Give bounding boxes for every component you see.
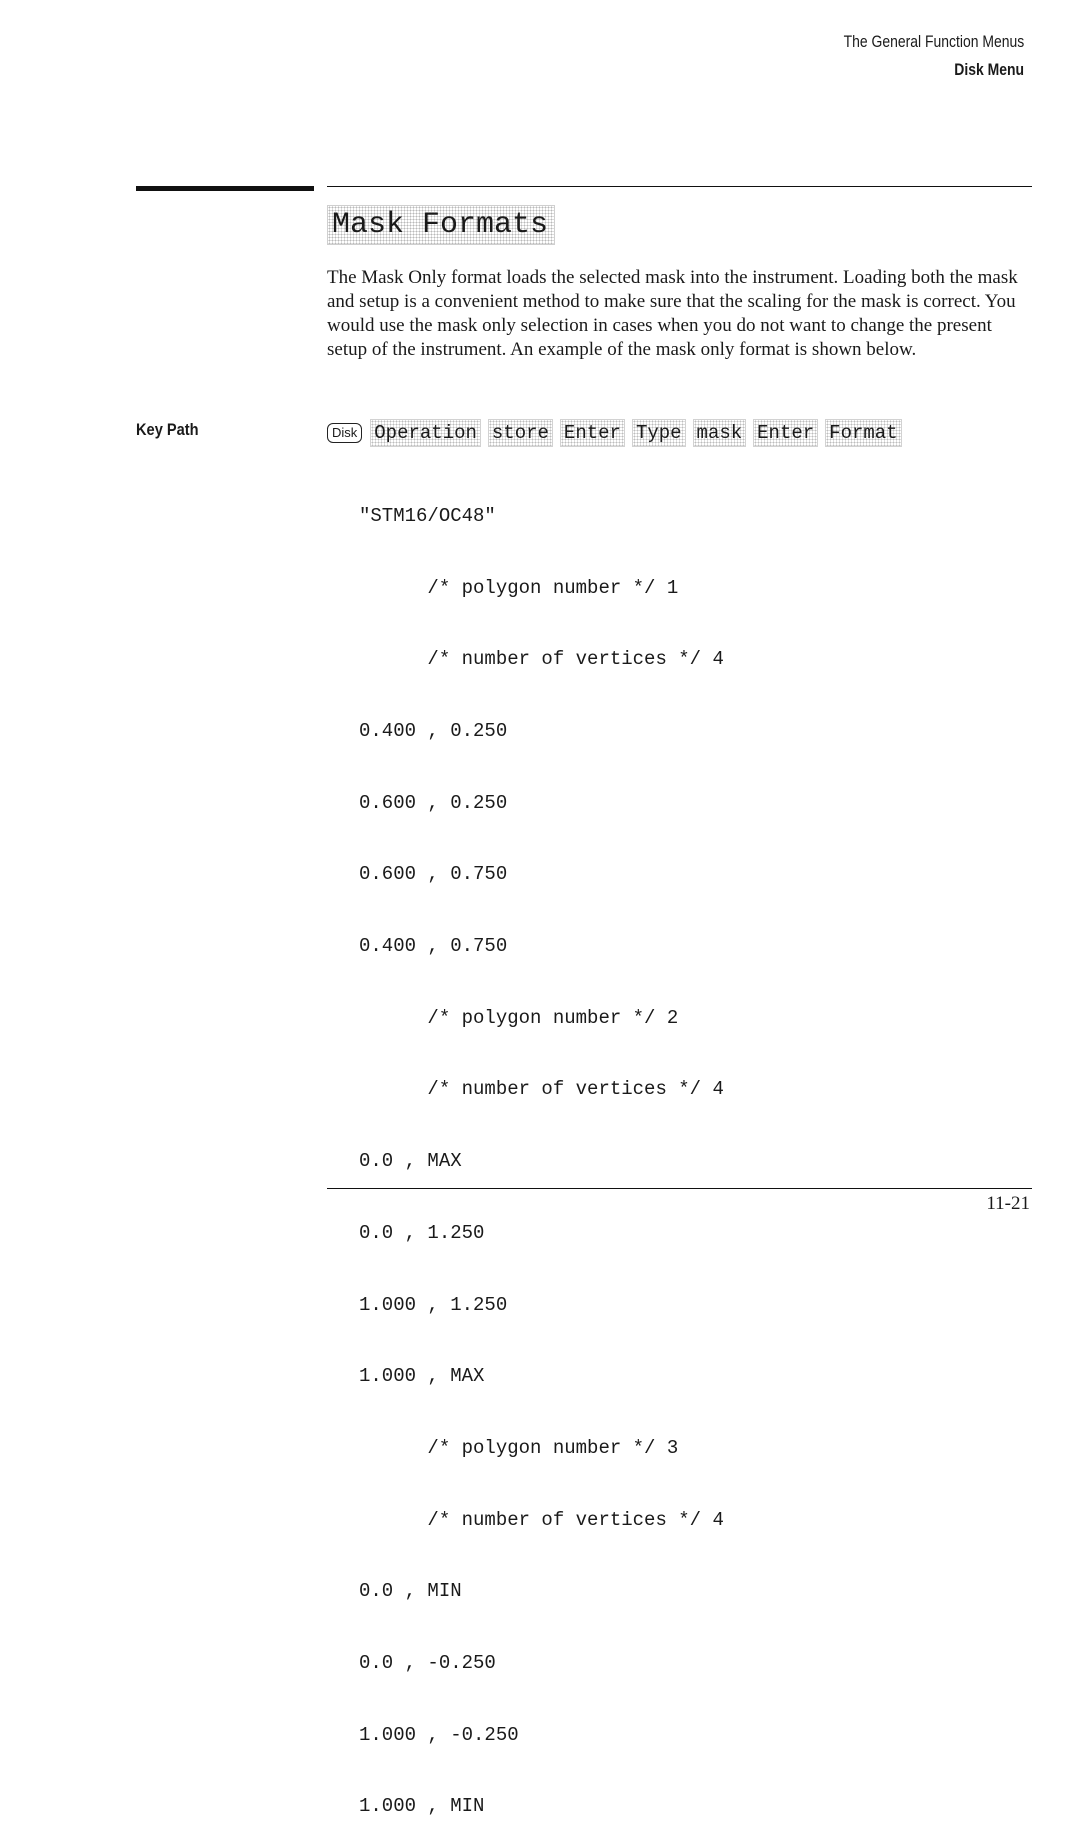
code-line: /* polygon number */ 3	[359, 1436, 679, 1459]
page-title: Mask Formats	[327, 205, 555, 245]
code-line: 0.0 , MAX	[359, 1150, 462, 1173]
softkey-enter-2: Enter	[753, 419, 818, 447]
page-number: 11-21	[986, 1193, 1030, 1214]
mask-format-example	[359, 457, 724, 1843]
code-line: /* number of vertices */ 4	[359, 1078, 724, 1101]
footer-rule	[327, 1188, 1032, 1189]
section-rule-thin	[327, 186, 1032, 187]
running-header-subsection: Disk Menu	[954, 60, 1024, 79]
code-line: 0.400 , 0.750	[359, 935, 508, 958]
section-rule-thick	[136, 186, 314, 191]
key-path-label: Key Path	[136, 420, 199, 439]
body-paragraph: The Mask Only format loads the selected mask into the instrument. Loading both the mask and setup is a convenient method to make sure that the scaling for the mask is correct. You would use the mask only selection in cases when you do not want to change the present setup of the instrument. An example of the mask only format is shown below.	[327, 267, 1018, 360]
key-path	[327, 419, 909, 447]
code-line: 0.0 , 1.250	[359, 1221, 485, 1244]
softkey-type: Type	[632, 419, 686, 447]
running-header-section: The General Function Menus	[843, 32, 1024, 51]
code-line: 0.600 , 0.750	[359, 863, 508, 886]
code-line: 0.600 , 0.250	[359, 791, 508, 814]
code-line: /* number of vertices */ 4	[359, 648, 724, 671]
softkey-format: Format	[825, 419, 901, 447]
code-line: 1.000 , MAX	[359, 1365, 485, 1388]
softkey-mask: mask	[693, 419, 747, 447]
code-line: "STM16/OC48"	[359, 504, 496, 527]
code-line: /* polygon number */ 2	[359, 1006, 679, 1029]
code-line: 0.400 , 0.250	[359, 719, 508, 742]
code-line: 1.000 , MIN	[359, 1795, 485, 1818]
softkey-enter: Enter	[560, 419, 625, 447]
code-line: /* number of vertices */ 4	[359, 1508, 724, 1531]
code-line: /* polygon number */ 1	[359, 576, 679, 599]
softkey-store: store	[488, 419, 553, 447]
code-line: 1.000 , 1.250	[359, 1293, 508, 1316]
disk-hardkey: Disk	[327, 423, 362, 443]
softkey-operation: Operation	[370, 419, 481, 447]
code-line: 1.000 , -0.250	[359, 1723, 519, 1746]
code-line: 0.0 , MIN	[359, 1580, 462, 1603]
code-line: 0.0 , -0.250	[359, 1652, 496, 1675]
